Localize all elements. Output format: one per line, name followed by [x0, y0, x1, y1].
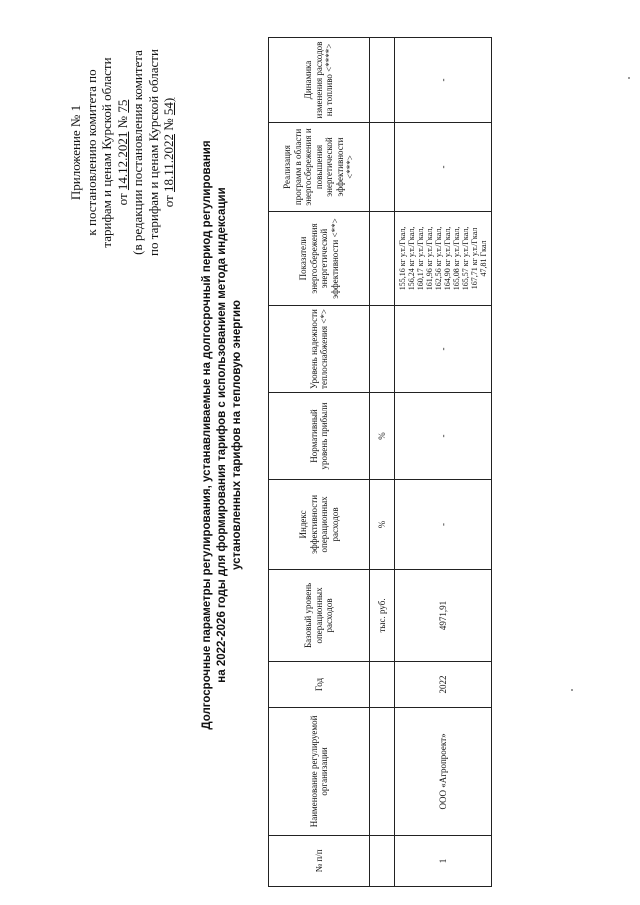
- appendix-line-5: (в редакции постановления комитета: [130, 50, 145, 255]
- title-line-3: установленных тарифов на тепловую энергию: [231, 300, 243, 570]
- energy-value: 164,90 кг у.т./Гкал,: [443, 226, 452, 291]
- row-num: 1: [395, 835, 492, 886]
- header-year: Год: [269, 661, 370, 707]
- appendix-line-2: к постановлению комитета по: [83, 69, 99, 236]
- table-units-row: [370, 38, 395, 887]
- unit-cell: [370, 122, 395, 211]
- energy-value: 156,24 кг у.т./Гкал,: [407, 226, 416, 291]
- row-reliability: -: [395, 306, 492, 393]
- row-org: ООО «Агропроект»: [395, 708, 492, 836]
- row-programs: -: [395, 122, 492, 211]
- title-line-2: на 2022-2026 годы для формирования тарифов с использованием метода индексации: [216, 187, 228, 683]
- header-efficiency-index: Индекс эффективности операционных расходов: [269, 479, 370, 569]
- appendix-line-6: по тарифам и ценам Курской области: [145, 49, 161, 256]
- document-title: [200, 55, 245, 815]
- unit-cell: [370, 211, 395, 305]
- header-org: Наименование регулируемой организации: [269, 708, 370, 836]
- revision-number: 54): [161, 97, 176, 116]
- header-programs: Реализация программ в области энергосбережения и повышения энергетической эффективности <***>: [269, 122, 370, 211]
- unit-cell: [370, 708, 395, 836]
- energy-value: 165,08 кг у.т./Гкал,: [452, 226, 461, 291]
- unit-cell: [370, 835, 395, 886]
- energy-value: 47,81 Гкал: [479, 240, 488, 277]
- unit-cell: %: [370, 393, 395, 480]
- unit-cell: [370, 306, 395, 393]
- row-efficiency-index: -: [395, 479, 492, 569]
- header-base-opex: Базовый уровень операционных расходов: [269, 569, 370, 661]
- scan-speck: [571, 689, 573, 691]
- appendix-line-7: от 18.11.2022 № 54): [161, 97, 176, 208]
- unit-cell: [370, 661, 395, 707]
- scan-speck: [628, 77, 630, 79]
- decree-date: 14.12.2021: [114, 131, 130, 191]
- table-header-row: [269, 38, 370, 887]
- row-base-opex: 4971,91: [395, 569, 492, 661]
- parameters-table: [268, 37, 492, 887]
- energy-value: 161,96 кг у.т./Гкал,: [425, 226, 434, 291]
- header-reliability: Уровень надежности теплоснабжения <*>: [269, 306, 370, 393]
- row-energy-saving: [395, 211, 492, 305]
- appendix-line-3: тарифам и ценам Курской области: [99, 57, 114, 248]
- title-line-1: Долгосрочные параметры регулирования, устанавливаемые на долгосрочный период регулирования: [201, 140, 213, 730]
- energy-value: 162,56 кг у.т./Гкал,: [434, 226, 443, 291]
- revision-date: 18.11.2022: [161, 133, 176, 193]
- energy-value: 165,57 кг у.т./Гкал,: [461, 226, 470, 291]
- decree-number: 75: [114, 99, 130, 113]
- header-fuel-dynamics: Динамика изменения расходов на топливо <****>: [269, 38, 370, 123]
- row-year: 2022: [395, 661, 492, 707]
- row-profit: -: [395, 393, 492, 480]
- header-profit: Нормативный уровень прибыли: [269, 393, 370, 480]
- energy-value: 160,17 кг у.т./Гкал,: [416, 226, 425, 291]
- appendix-line-1: Приложение № 1: [68, 104, 83, 201]
- unit-cell: тыс. руб.: [370, 569, 395, 661]
- table-row: [395, 38, 492, 887]
- header-num: № п/п: [269, 835, 370, 886]
- unit-cell: %: [370, 479, 395, 569]
- energy-value: 155,16 кг у.т./Гкал,: [398, 226, 407, 291]
- unit-cell: [370, 38, 395, 123]
- header-energy-saving: Показатели энергосбережения энергетической эффективности <**>: [269, 211, 370, 305]
- appendix-note: [68, 0, 177, 305]
- energy-value: 167,71 кг у.т./Гкал: [470, 227, 479, 290]
- appendix-line-4: от 14.12.2021 № 75: [114, 99, 130, 206]
- row-fuel-dynamics: -: [395, 38, 492, 123]
